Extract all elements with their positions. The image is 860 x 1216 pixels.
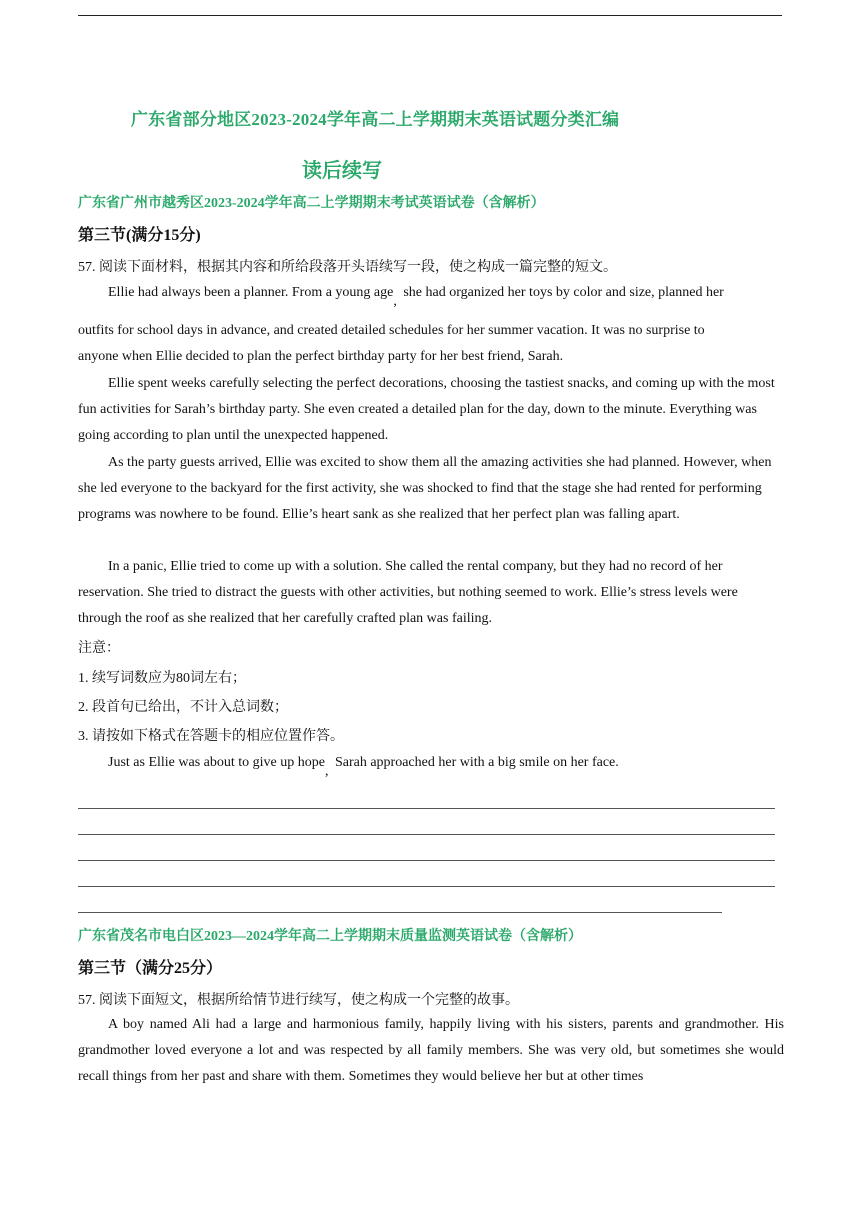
answer-line[interactable] — [78, 886, 775, 887]
q1-passage-line-1 — [108, 285, 724, 309]
q2-source: 广东省茂名市电白区2023—2024学年高二上学期期末质量监测英语试卷（含解析） — [78, 929, 582, 944]
q1-section-heading: 第三节(满分15分) — [78, 227, 201, 244]
document-title: 广东省部分地区2023-2024学年高二上学期期末英语试题分类汇编 — [131, 110, 620, 129]
q1-note-2: 2. 段首句已给出，不计入总词数； — [78, 700, 288, 715]
q1-note-3: 3. 请按如下格式在答题卡的相应位置作答。 — [78, 729, 344, 744]
q2-section-heading: 第三节（满分25分） — [78, 960, 223, 977]
q1-paragraph-4: In a panic, Ellie tried to come up with a solution. She called the rental company, but they had no record of her reservation. She tried to distract the guests with other activities, but nothing seemed to work. Ellie’s stress levels were through the roof as she realized that her carefully crafted plan was failing. — [78, 559, 738, 627]
q1-note-1: 1. 续写词数应为80词左右； — [78, 671, 246, 686]
q1-prompt-part-a: Just as Ellie was about to give up hope — [108, 755, 325, 770]
answer-line[interactable] — [78, 860, 775, 861]
q2-instruction: 57. 阅读下面短文，根据所给情节进行续写，使之构成一个完整的故事。 — [78, 993, 519, 1008]
header-rule — [78, 15, 782, 16]
q1-continuation-prompt — [108, 755, 619, 779]
q1-source: 广东省广州市越秀区2023-2024学年高二上学期期末考试英语试卷（含解析） — [78, 196, 545, 211]
q1-instruction: 57. 阅读下面材料，根据其内容和所给段落开头语续写一段，使之构成一篇完整的短文。 — [78, 260, 617, 275]
q2-paragraph-1: A boy named Ali had a large and harmonious family, happily living with his sisters, parents and grandmother. His grandmother loved everyone a lot and was respected by all family members. She was very old, but sometimes she would recall things from her past and share with them. Sometimes they would believe her but at other times — [78, 1017, 784, 1085]
q1-p1-part-b: she had organized her toys by color and size, planned her — [399, 285, 724, 300]
answer-line[interactable] — [78, 834, 775, 835]
q1-p1-comma: , — [393, 294, 397, 309]
q1-prompt-part-b: Sarah approached her with a big smile on her face. — [331, 755, 619, 770]
answer-line[interactable] — [78, 808, 775, 809]
q1-passage-line-2: outfits for school days in advance, and created detailed schedules for her summer vacation. It was no surprise to — [78, 323, 705, 338]
answer-line[interactable] — [78, 912, 722, 913]
q1-prompt-comma: , — [324, 764, 329, 779]
q1-note-label: 注意： — [78, 641, 120, 656]
q1-paragraph-3: As the party guests arrived, Ellie was excited to show them all the amazing activities she had planned. However, when she led everyone to the backyard for the first activity, she was shocked to find that the stage she had rented for performing programs was nowhere to be found. Ellie’s heart sank as she realized that her perfect plan was falling apart. — [78, 455, 772, 523]
q1-paragraph-2: Ellie spent weeks carefully selecting the perfect decorations, choosing the tastiest snacks, and coming up with the most fun activities for Sarah’s birthday party. She even created a detailed plan for the day, down to the minute. Everything was going according to plan until the unexpected happened. — [78, 376, 775, 444]
q1-p1-part-a: Ellie had always been a planner. From a young age — [108, 285, 394, 300]
document-subtitle: 读后续写 — [302, 160, 382, 182]
q1-passage-line-3: anyone when Ellie decided to plan the perfect birthday party for her best friend, Sarah. — [78, 349, 564, 364]
